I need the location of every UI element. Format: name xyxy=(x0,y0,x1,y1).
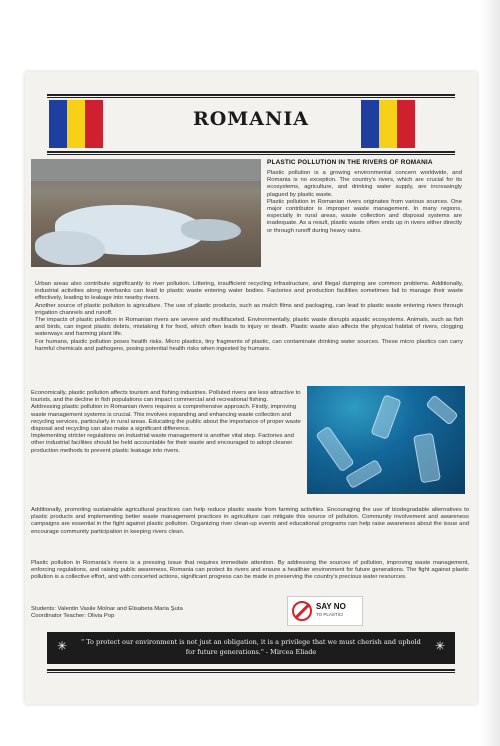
bottom-text-2: Plastic pollution in Romania's rivers is a pressing issue that requires immediate attention. By addressing the sources of pollution, improving waste management, enforcing regulations, and raising public awareness, Romania can protect its rivers and ensure a healthier environment for future generations. The fight against plastic pollution is a collective effort, and with concerted actions, significant progress can be made in preserving the country's precious water resources. xyxy=(31,560,469,581)
bottom-rule xyxy=(47,669,455,671)
bottom-rule-thin xyxy=(47,672,455,673)
say-no-to-plastic-badge: SAY NO TO PLASTIC! xyxy=(287,596,363,626)
poster-subtitle: PLASTIC POLLUTION IN THE RIVERS OF ROMANIA xyxy=(267,159,433,166)
quote-banner xyxy=(47,632,455,664)
plastic-bottles-underwater-photo xyxy=(307,386,465,494)
bottom-text-1: Additionally, promoting sustainable agricultural practices can help reduce plastic waste from farming activities. Encouraging the use of biodegradable alternatives to plastic products and implementing better waste management practices in agriculture can mitigate this source of pollution. Community involvement and awareness campaigns are essential in the fight against plastic pollution. Organizing river clean-up events and educational programs can help raise awareness about the issue and encourage community participation in keeping rivers clean. xyxy=(31,507,469,535)
poster-title: ROMANIA xyxy=(192,108,310,130)
romania-flag-right xyxy=(361,100,415,148)
credits xyxy=(31,606,183,621)
intro-text: Plastic pollution is a growing environmental concern worldwide, and Romania is no exception. The country's rivers, which are crucial for its ecosystems, agriculture, and drinking water supply, are increasingly plagued by plastic waste. Plastic pollution in Romanian rivers originates from various sources. One major contributor is improper waste management. In many regions, especially in rural areas, waste collection and disposal systems are inadequate. As a result, plastic waste often ends up in rivers either directly or through runoff during heavy rains. xyxy=(267,170,462,234)
quote-text: " To protect our environment is not just an obligation, it is a privilege that we must cherish and uphold for future generations." - Mircea Eliade xyxy=(81,638,421,656)
poster-page xyxy=(25,72,477,704)
asterisk-icon: ✳ xyxy=(434,639,445,653)
middle-text: Urban areas also contribute significantly to river pollution. Littering, insufficient recycling infrastructure, and illegal dumping are common problems. Additionally, industrial activities along riverbanks can lead to plastic waste entering water bodies. Factories and production facilities sometimes fail to manage their waste effectively, leading to leakage into nearby rivers. Another source of plastic pollution is agriculture. The use of plastic products, such as mulch films and packaging, can lead to plastic waste entering rivers through irrigation channels and runoff. The impacts of plastic pollution in Romanian rivers are severe and multifaceted. Environmentally, plastic waste disrupts aquatic ecosystems. Animals, such as fish and birds, can ingest plastic debris, mistaking it for food, which often leads to injury or death. Plastic waste also affects the physical habitat of rivers, clogging waterways and harming plant life. For humans, plastic pollution poses health risks. Micro plastics, tiny fragments of plastic, can contaminate drinking water sources. These micro plastics can carry harmful chemicals and pathogens, posing potential health risks when ingested by humans. xyxy=(35,281,463,352)
asterisk-icon: ✳ xyxy=(57,639,68,653)
romania-flag-left xyxy=(49,100,103,148)
header-bottom-rule-thin xyxy=(47,154,455,155)
no-plastic-icon xyxy=(292,601,312,621)
viewer-background xyxy=(480,0,500,746)
teacher-line: Coordinator Teacher: Olivia Pop xyxy=(31,613,115,620)
frozen-river-photo xyxy=(31,159,261,267)
header-bottom-rule xyxy=(47,151,455,153)
top-rule-thin xyxy=(47,97,455,98)
students-line: Students: Valentin Vasile Molnar and Elisabeta Maria Şuta xyxy=(31,606,183,612)
left-column-text: Economically, plastic pollution affects tourism and fishing industries. Polluted rivers are less attractive to tourists, and the decline in fish populations can impact commercial and recreational fishing. Addressing plastic pollution in Romanian rivers requires a comprehensive approach. Firstly, improving waste management systems is crucial. This involves expanding and enhancing waste collection and recycling services, particularly in rural areas. Educating the public about the importance of proper waste disposal and recycling can also make a significant difference. Implementing stricter regulations on industrial waste management is another vital step. Factories and other industrial facilities should be held accountable for their waste and encouraged to adopt cleaner production methods to prevent plastic leakage into rivers. xyxy=(31,390,301,454)
top-rule xyxy=(47,94,455,96)
